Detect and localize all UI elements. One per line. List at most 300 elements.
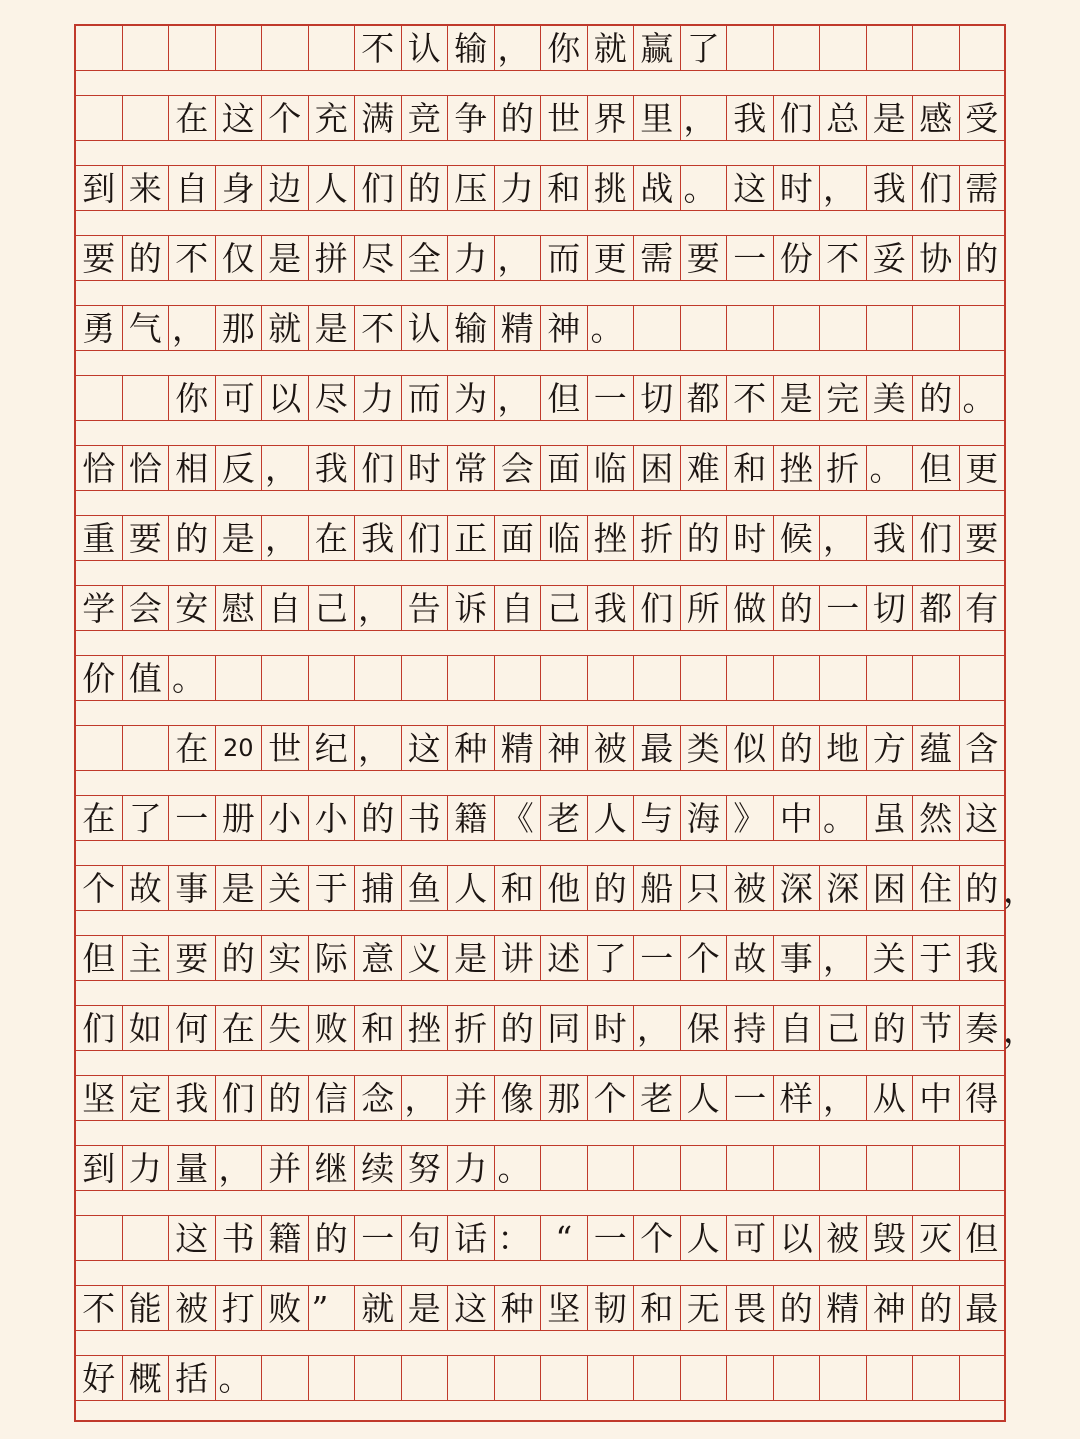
grid-cell: 尽 [354,235,401,281]
grid-cell: 正 [447,515,494,561]
grid-cell: 和 [540,165,587,211]
grid-cell: 临 [587,445,634,491]
grid-cell: 失 [261,1005,308,1051]
grid-cell [587,1355,634,1401]
grid-cell: 的 [401,165,448,211]
grid-cell [401,655,448,701]
grid-cell: 我 [308,445,355,491]
grid-cell: 都 [680,375,727,421]
grid-cell: 中 [773,795,820,841]
title-cell: 输 [447,25,494,71]
grid-cell: ： [494,1215,541,1261]
grid-cell: 深 [819,865,866,911]
grid-cell: 全 [401,235,448,281]
grid-cell: 们 [354,445,401,491]
grid-cell: 自 [168,165,215,211]
grid-cell: 拼 [308,235,355,281]
grid-cell: 际 [308,935,355,981]
grid-cell: 我 [866,515,913,561]
grid-cell: 话 [447,1215,494,1261]
title-cell: 你 [540,25,587,71]
grid-cell: 在 [215,1005,262,1051]
grid-cell: 。 [680,165,727,211]
grid-cell: 个 [587,1075,634,1121]
grid-cell: 协 [912,235,959,281]
grid-cell: 个 [680,935,727,981]
grid-cell: 人 [447,865,494,911]
grid-cell: 这 [401,725,448,771]
grid-cell: 战 [633,165,680,211]
grid-cell: 这 [447,1285,494,1331]
grid-cell: 面 [540,445,587,491]
grid-cell: 价 [75,655,122,701]
grid-cell: 难 [680,445,727,491]
grid-cell: 可 [215,375,262,421]
grid-cell: 书 [215,1215,262,1261]
grid-cell: 样 [773,1075,820,1121]
grid-cell: 要 [959,515,1006,561]
grid-cell: 事 [168,865,215,911]
grid-cell: 的 [494,95,541,141]
grid-cell: 。 [215,1355,262,1401]
grid-cell: 《 [494,795,541,841]
grid-cell [773,1145,820,1191]
grid-cell: 概 [122,1355,169,1401]
grid-cell: 虽 [866,795,913,841]
grid-cell [912,1355,959,1401]
grid-cell [587,655,634,701]
margin-punctuation: ， [1003,870,1036,910]
grid-cell [75,95,122,141]
grid-cell: 。 [494,1145,541,1191]
grid-cell: 告 [401,585,448,631]
grid-cell: 人 [308,165,355,211]
grid-cell: 诉 [447,585,494,631]
grid-cell: 同 [540,1005,587,1051]
grid-cell: 切 [866,585,913,631]
text-row [75,725,1005,771]
text-row [75,795,1005,841]
grid-cell: 时 [401,445,448,491]
grid-cell: 一 [726,235,773,281]
grid-cell: 被 [587,725,634,771]
grid-cell: 这 [168,1215,215,1261]
grid-cell: 的 [959,865,1006,911]
grid-cell [819,655,866,701]
grid-cell: 输 [447,305,494,351]
grid-cell: 我 [959,935,1006,981]
grid-cell: 韧 [587,1285,634,1331]
title-cell [122,25,169,71]
grid-cell [680,1355,727,1401]
grid-cell [959,305,1006,351]
grid-cell: 我 [587,585,634,631]
grid-cell: 面 [494,515,541,561]
grid-cell: 需 [959,165,1006,211]
grid-cell: 竞 [401,95,448,141]
grid-cell [773,655,820,701]
grid-cell: 要 [122,515,169,561]
grid-cell: 关 [866,935,913,981]
grid-cell: 而 [401,375,448,421]
grid-cell: 续 [354,1145,401,1191]
grid-cell [959,1355,1006,1401]
title-cell: 了 [680,25,727,71]
grid-cell: 奏 [959,1005,1006,1051]
grid-cell: 困 [633,445,680,491]
grid-cell: 但 [959,1215,1006,1261]
grid-cell: 一 [587,375,634,421]
grid-cell: 的 [912,1285,959,1331]
grid-cell: 挫 [401,1005,448,1051]
grid-cell: 一 [633,935,680,981]
grid-cell [819,1355,866,1401]
grid-cell: 更 [959,445,1006,491]
grid-cell: 鱼 [401,865,448,911]
grid-cell: 精 [494,305,541,351]
grid-cell: 神 [866,1285,913,1331]
grid-cell [75,375,122,421]
grid-cell: 故 [726,935,773,981]
grid-cell: 压 [447,165,494,211]
title-cell [726,25,773,71]
grid-cell: 义 [401,935,448,981]
grid-cell: 认 [401,305,448,351]
grid-cell: 了 [587,935,634,981]
grid-cell: 里 [633,95,680,141]
grid-cell: 保 [680,1005,727,1051]
grid-cell: ” [308,1285,355,1331]
grid-cell [912,655,959,701]
grid-cell: 但 [912,445,959,491]
grid-cell: 节 [912,1005,959,1051]
composition-grid-paper [75,25,1036,1421]
grid-cell [819,305,866,351]
grid-cell [726,1145,773,1191]
grid-cell: 满 [354,95,401,141]
grid-cell: 挑 [587,165,634,211]
grid-cell: 的 [261,1075,308,1121]
grid-cell: 灭 [912,1215,959,1261]
grid-cell: 所 [680,585,727,631]
grid-cell: 己 [540,585,587,631]
grid-cell: 困 [866,865,913,911]
grid-cell: 和 [633,1285,680,1331]
grid-cell [773,305,820,351]
grid-cell [540,1355,587,1401]
grid-cell: 的 [773,585,820,631]
grid-cell: 反 [215,445,262,491]
grid-cell: 败 [308,1005,355,1051]
grid-cell [680,655,727,701]
grid-cell: ， [819,165,866,211]
grid-cell: 关 [261,865,308,911]
grid-cell: 挫 [587,515,634,561]
grid-cell: 蕴 [912,725,959,771]
grid-cell: 纪 [308,725,355,771]
grid-cell: 小 [308,795,355,841]
grid-cell: 妥 [866,235,913,281]
grid-cell: 感 [912,95,959,141]
grid-cell: ， [494,235,541,281]
grid-cell: 折 [633,515,680,561]
grid-cell: 。 [168,655,215,701]
grid-cell [912,1145,959,1191]
grid-cell: 己 [308,585,355,631]
grid-cell: 这 [726,165,773,211]
grid-cell: 种 [494,1285,541,1331]
grid-cell: 我 [726,95,773,141]
grid-cell: 是 [447,935,494,981]
title-cell: 不 [354,25,401,71]
grid-cell: 》 [726,795,773,841]
grid-cell: 的 [354,795,401,841]
grid-cell: 得 [959,1075,1006,1121]
grid-cell: 这 [959,795,1006,841]
grid-cell: 老 [540,795,587,841]
title-cell: 就 [587,25,634,71]
title-cell [819,25,866,71]
grid-cell: 籍 [447,795,494,841]
grid-cell: 如 [122,1005,169,1051]
grid-cell: 来 [122,165,169,211]
grid-cell: ， [819,935,866,981]
grid-cell [447,655,494,701]
grid-cell: ， [261,445,308,491]
grid-cell: 时 [587,1005,634,1051]
grid-cell: 老 [633,1075,680,1121]
grid-cell: 打 [215,1285,262,1331]
grid-cell: 会 [494,445,541,491]
grid-cell [773,1355,820,1401]
grid-cell [308,655,355,701]
grid-cell: 的 [308,1215,355,1261]
grid-cell: ， [633,1005,680,1051]
grid-cell: 个 [633,1215,680,1261]
grid-cell: 力 [494,165,541,211]
grid-cell: ， [354,725,401,771]
grid-cell: 精 [819,1285,866,1331]
text-row [75,1145,1005,1191]
margin-punctuation: ， [1003,1010,1036,1050]
grid-cell: 时 [773,165,820,211]
grid-cell: 人 [680,1075,727,1121]
grid-cell: 个 [75,865,122,911]
grid-cell: 学 [75,585,122,631]
grid-cell: 会 [122,585,169,631]
grid-cell: 力 [447,1145,494,1191]
grid-cell: 自 [773,1005,820,1051]
grid-cell: 总 [819,95,866,141]
grid-cell: “ [540,1215,587,1261]
grid-cell: 仅 [215,235,262,281]
text-row [75,305,1005,351]
grid-cell: 述 [540,935,587,981]
grid-cell: 最 [633,725,680,771]
grid-cell: 种 [447,725,494,771]
grid-cell: 那 [215,305,262,351]
title-cell: ， [494,25,541,71]
grid-cell [122,95,169,141]
grid-cell: 完 [819,375,866,421]
grid-cell: 努 [401,1145,448,1191]
grid-cell: 力 [122,1145,169,1191]
grid-cell: 相 [168,445,215,491]
grid-cell: 安 [168,585,215,631]
grid-cell: 这 [215,95,262,141]
title-cell [215,25,262,71]
grid-cell [726,1355,773,1401]
grid-cell: 们 [912,515,959,561]
grid-cell: 可 [726,1215,773,1261]
grid-cell: 和 [354,1005,401,1051]
grid-cell: 但 [75,935,122,981]
text-row [75,165,1005,211]
grid-cell [215,655,262,701]
text-row [75,655,1005,701]
grid-cell: ， [215,1145,262,1191]
grid-cell: 无 [680,1285,727,1331]
grid-cell: 神 [540,725,587,771]
grid-cell: 的 [866,1005,913,1051]
grid-cell: 中 [912,1075,959,1121]
grid-cell: 何 [168,1005,215,1051]
grid-cell: 。 [587,305,634,351]
grid-cell: 的 [773,1285,820,1331]
grid-cell: 并 [447,1075,494,1121]
grid-cell: 一 [819,585,866,631]
grid-cell: 被 [819,1215,866,1261]
grid-cell: 于 [912,935,959,981]
grid-cell: 切 [633,375,680,421]
grid-cell: 毁 [866,1215,913,1261]
grid-cell [75,1215,122,1261]
grid-cell: 一 [354,1215,401,1261]
grid-cell [261,655,308,701]
grid-cell [819,1145,866,1191]
grid-cell: 是 [866,95,913,141]
grid-cell [866,655,913,701]
grid-cell: 在 [308,515,355,561]
grid-cell: 类 [680,725,727,771]
title-cell [912,25,959,71]
grid-cell: 在 [168,95,215,141]
title-cell [168,25,215,71]
grid-cell: 的 [494,1005,541,1051]
grid-cell [401,1355,448,1401]
grid-cell: 更 [587,235,634,281]
grid-cell: 们 [75,1005,122,1051]
grid-cell: 20 [215,725,262,771]
grid-cell: 们 [633,585,680,631]
grid-cell: 似 [726,725,773,771]
grid-cell: 力 [447,235,494,281]
title-cell [75,25,122,71]
grid-cell: 一 [726,1075,773,1121]
grid-cell: 只 [680,865,727,911]
title-cell [866,25,913,71]
grid-cell: 书 [401,795,448,841]
grid-cell: 最 [959,1285,1006,1331]
grid-cell: 要 [680,235,727,281]
title-cell: 赢 [633,25,680,71]
grid-cell: 折 [819,445,866,491]
grid-cell: 折 [447,1005,494,1051]
grid-cell: 恰 [122,445,169,491]
grid-cell: 海 [680,795,727,841]
text-row [75,1215,1005,1261]
grid-cell: 败 [261,1285,308,1331]
grid-cell: 世 [261,725,308,771]
grid-cell: 。 [866,445,913,491]
grid-cell: ， [819,515,866,561]
grid-cell: 于 [308,865,355,911]
grid-cell: 慰 [215,585,262,631]
grid-cell [680,1145,727,1191]
grid-cell: 句 [401,1215,448,1261]
grid-cell [540,1145,587,1191]
grid-cell [354,1355,401,1401]
grid-cell: 自 [494,585,541,631]
grid-cell [866,1145,913,1191]
grid-cell: 信 [308,1075,355,1121]
title-cell [773,25,820,71]
grid-cell: 和 [726,445,773,491]
grid-cell: 美 [866,375,913,421]
grid-cell: 深 [773,865,820,911]
grid-cell: 都 [912,585,959,631]
grid-cell [494,655,541,701]
grid-cell: 是 [261,235,308,281]
grid-cell: ， [354,585,401,631]
grid-cell: 我 [354,515,401,561]
grid-cell [122,725,169,771]
grid-cell: 地 [819,725,866,771]
grid-cell [633,1145,680,1191]
grid-cell: 的 [773,725,820,771]
grid-cell: 念 [354,1075,401,1121]
grid-cell: 那 [540,1075,587,1121]
grid-cell: ， [680,95,727,141]
grid-cell: 继 [308,1145,355,1191]
grid-cell: 我 [168,1075,215,1121]
grid-cell [75,725,122,771]
text-row [75,375,1005,421]
grid-cell [959,655,1006,701]
grid-cell: 重 [75,515,122,561]
grid-cell: 是 [401,1285,448,1331]
grid-cell: 不 [354,305,401,351]
grid-cell: 不 [726,375,773,421]
grid-cell: 船 [633,865,680,911]
grid-cell: 实 [261,935,308,981]
grid-cell: 气 [122,305,169,351]
grid-cell: 的 [215,935,262,981]
grid-cell: 并 [261,1145,308,1191]
grid-cell [447,1355,494,1401]
grid-cell: 时 [726,515,773,561]
grid-cell: 讲 [494,935,541,981]
grid-cell: 争 [447,95,494,141]
grid-cell: 而 [540,235,587,281]
grid-cell: 一 [587,1215,634,1261]
title-cell [959,25,1006,71]
grid-cell: 括 [168,1355,215,1401]
grid-cell: 恰 [75,445,122,491]
grid-cell: 被 [168,1285,215,1331]
grid-cell: 尽 [308,375,355,421]
grid-cell [959,1145,1006,1191]
